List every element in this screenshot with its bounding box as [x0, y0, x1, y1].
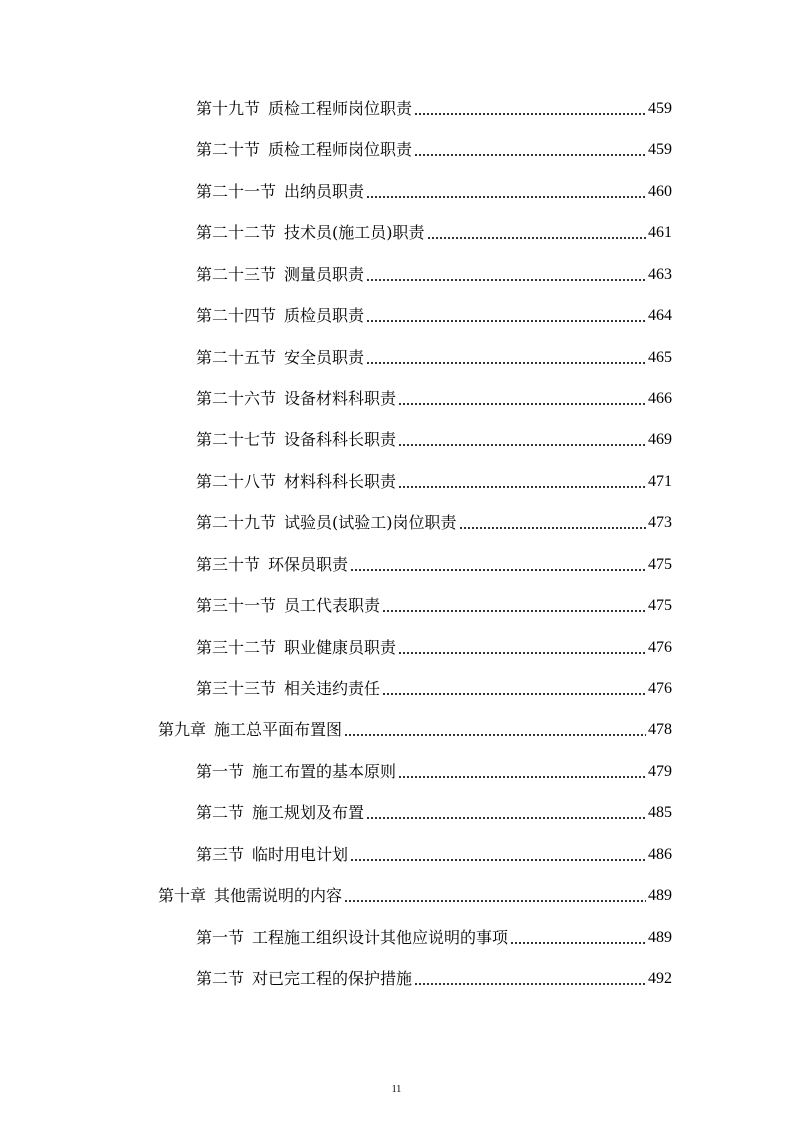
toc-entry-number: 第二十七节 — [196, 430, 277, 450]
toc-leader-dots — [427, 237, 646, 239]
toc-section-entry[interactable] — [196, 217, 672, 243]
toc-entry-number: 第三节 — [196, 844, 245, 864]
toc-section-entry[interactable] — [196, 673, 672, 699]
toc-leader-dots — [382, 693, 646, 695]
toc-section-entry[interactable] — [196, 176, 672, 202]
toc-leader-dots — [350, 569, 646, 571]
toc-section-entry[interactable] — [196, 632, 672, 658]
toc-leader-dots — [398, 444, 646, 446]
toc-entry-page: 475 — [648, 555, 672, 573]
toc-entry-page: 471 — [648, 472, 672, 490]
toc-section-entry[interactable] — [196, 424, 672, 450]
toc-entry-number: 第十九节 — [196, 99, 261, 118]
toc-section-entry[interactable] — [196, 549, 672, 575]
toc-entry-title: 环保员职责 — [268, 554, 349, 574]
toc-section-entry[interactable] — [196, 93, 672, 119]
toc-entry-title: 安全员职责 — [284, 347, 365, 367]
toc-entry-page: 486 — [648, 845, 672, 863]
toc-entry-page: 461 — [648, 224, 672, 242]
toc-entry-page: 463 — [648, 265, 672, 283]
toc-entry-title: 技术员(施工员)职责 — [284, 223, 425, 243]
toc-entry-title: 职业健康员职责 — [284, 637, 397, 657]
toc-entry-page: 492 — [648, 970, 672, 988]
toc-entry-label — [196, 140, 412, 160]
toc-leader-dots — [398, 486, 646, 488]
toc-entry-title: 设备科科长职责 — [284, 430, 397, 450]
toc-section-entry[interactable] — [196, 590, 672, 616]
toc-entry-title: 质检工程师岗位职责 — [268, 140, 413, 160]
toc-entry-title: 相关违约责任 — [284, 679, 381, 699]
toc-entry-number: 第九章 — [158, 720, 207, 740]
toc-leader-dots — [350, 859, 646, 861]
toc-entry-label — [196, 348, 364, 368]
toc-section-entry[interactable] — [196, 839, 672, 865]
toc-entry-title: 工程施工组织设计其他应说明的事项 — [252, 927, 509, 947]
toc-entry-page: 464 — [648, 307, 672, 325]
toc-leader-dots — [398, 652, 646, 654]
toc-entry-page: 475 — [648, 597, 672, 615]
toc-entry-title: 试验员(试验工)岗位职责 — [284, 513, 457, 533]
toc-entry-title: 对已完工程的保护措施 — [252, 969, 413, 989]
toc-entry-page: 476 — [648, 680, 672, 698]
toc-leader-dots — [366, 196, 646, 198]
toc-entry-number: 第一节 — [196, 927, 245, 947]
toc-entry-number: 第二十三节 — [196, 264, 277, 284]
toc-entry-number: 第二节 — [196, 969, 245, 989]
toc-section-entry[interactable] — [196, 134, 672, 160]
toc-leader-dots — [366, 320, 646, 322]
toc-entry-number: 第二十六节 — [196, 389, 277, 408]
toc-entry-label — [196, 182, 364, 202]
toc-leader-dots — [366, 279, 646, 281]
toc-section-entry[interactable] — [196, 259, 672, 285]
toc-entry-page: 489 — [648, 887, 672, 905]
toc-entry-label — [196, 803, 364, 823]
toc-entry-page: 459 — [648, 141, 672, 159]
toc-leader-dots — [344, 900, 646, 902]
toc-entry-number: 第三十节 — [196, 554, 261, 574]
toc-entry-label — [196, 430, 396, 450]
toc-entry-page: 459 — [648, 100, 672, 117]
toc-leader-dots — [510, 942, 646, 944]
toc-chapter-entry[interactable] — [158, 880, 672, 906]
toc-entry-number: 第十章 — [158, 886, 207, 906]
toc-entry-label — [196, 99, 412, 119]
toc-entry-number: 第二十节 — [196, 140, 261, 160]
toc-entry-title: 施工总平面布置图 — [214, 720, 343, 740]
toc-entry-page: 485 — [648, 804, 672, 822]
toc-section-entry[interactable] — [196, 756, 672, 782]
toc-entry-page: 465 — [648, 348, 672, 366]
toc-entry-label — [196, 638, 396, 658]
toc-leader-dots — [414, 113, 646, 115]
toc-entry-number: 第二节 — [196, 803, 245, 823]
toc-entry-label — [196, 513, 457, 533]
toc-leader-dots — [398, 403, 646, 405]
toc-entry-label — [196, 845, 348, 865]
toc-section-entry[interactable] — [196, 797, 672, 823]
toc-entry-number: 第二十四节 — [196, 306, 277, 326]
toc-entry-label — [196, 969, 412, 989]
toc-section-entry[interactable] — [196, 383, 672, 409]
toc-entry-title: 员工代表职责 — [284, 596, 381, 616]
toc-entry-page: 479 — [648, 762, 672, 780]
toc-entry-label — [196, 555, 348, 575]
toc-entry-number: 第二十九节 — [196, 513, 277, 533]
toc-entry-title: 质检员职责 — [284, 306, 365, 326]
toc-entry-title: 出纳员职责 — [284, 181, 365, 201]
toc-section-entry[interactable] — [196, 507, 672, 533]
toc-entry-number: 第二十五节 — [196, 347, 277, 367]
toc-entry-number: 第三十三节 — [196, 679, 277, 699]
toc-entry-page: 473 — [648, 514, 672, 532]
toc-entry-title: 质检工程师岗位职责 — [268, 99, 413, 118]
toc-section-entry[interactable] — [196, 300, 672, 326]
toc-entry-number: 第二十一节 — [196, 181, 277, 201]
toc-leader-dots — [382, 610, 646, 612]
toc-entry-label — [158, 886, 342, 906]
toc-entry-title: 测量员职责 — [284, 264, 365, 284]
toc-entry-label — [196, 679, 380, 699]
toc-section-entry[interactable] — [196, 342, 672, 368]
toc-entry-title: 材料科科长职责 — [284, 471, 397, 491]
toc-section-entry[interactable] — [196, 466, 672, 492]
toc-section-entry[interactable] — [196, 922, 672, 948]
toc-entry-title: 施工布置的基本原则 — [252, 761, 397, 781]
toc-leader-dots — [344, 734, 646, 736]
toc-entry-title: 其他需说明的内容 — [214, 886, 343, 906]
toc-entry-number: 第二十八节 — [196, 471, 277, 491]
toc-entry-label — [196, 928, 508, 948]
toc-entry-label — [196, 306, 364, 326]
toc-entry-label — [196, 762, 396, 782]
toc-entry-label — [196, 596, 380, 616]
toc-entry-label — [196, 389, 396, 409]
toc-entry-label — [158, 720, 342, 740]
toc-entry-page: 489 — [648, 928, 672, 946]
toc-entry-page: 460 — [648, 182, 672, 200]
toc-entry-number: 第三十一节 — [196, 596, 277, 616]
toc-section-entry[interactable] — [196, 963, 672, 989]
toc-entry-title: 施工规划及布置 — [252, 803, 365, 823]
toc-entry-label — [196, 472, 396, 492]
toc-leader-dots — [366, 817, 646, 819]
page-number: 11 — [391, 1084, 402, 1095]
toc-entry-page: 478 — [648, 721, 672, 739]
toc-leader-dots — [459, 527, 646, 529]
toc-leader-dots — [398, 776, 646, 778]
toc-entry-title: 设备材料科职责 — [284, 389, 397, 408]
toc-entry-number: 第二十二节 — [196, 223, 277, 243]
toc-entry-number: 第一节 — [196, 761, 245, 781]
toc-entry-number: 第三十二节 — [196, 637, 277, 657]
toc-leader-dots — [366, 362, 646, 364]
toc-entry-label — [196, 223, 425, 243]
toc-leader-dots — [414, 983, 646, 985]
toc-leader-dots — [414, 154, 646, 156]
toc-chapter-entry[interactable] — [158, 714, 672, 740]
toc-entry-title: 临时用电计划 — [252, 844, 349, 864]
toc-entry-page: 469 — [648, 431, 672, 449]
toc-entry-label — [196, 265, 364, 285]
toc-entry-page: 466 — [648, 390, 672, 407]
toc-entry-page: 476 — [648, 638, 672, 656]
